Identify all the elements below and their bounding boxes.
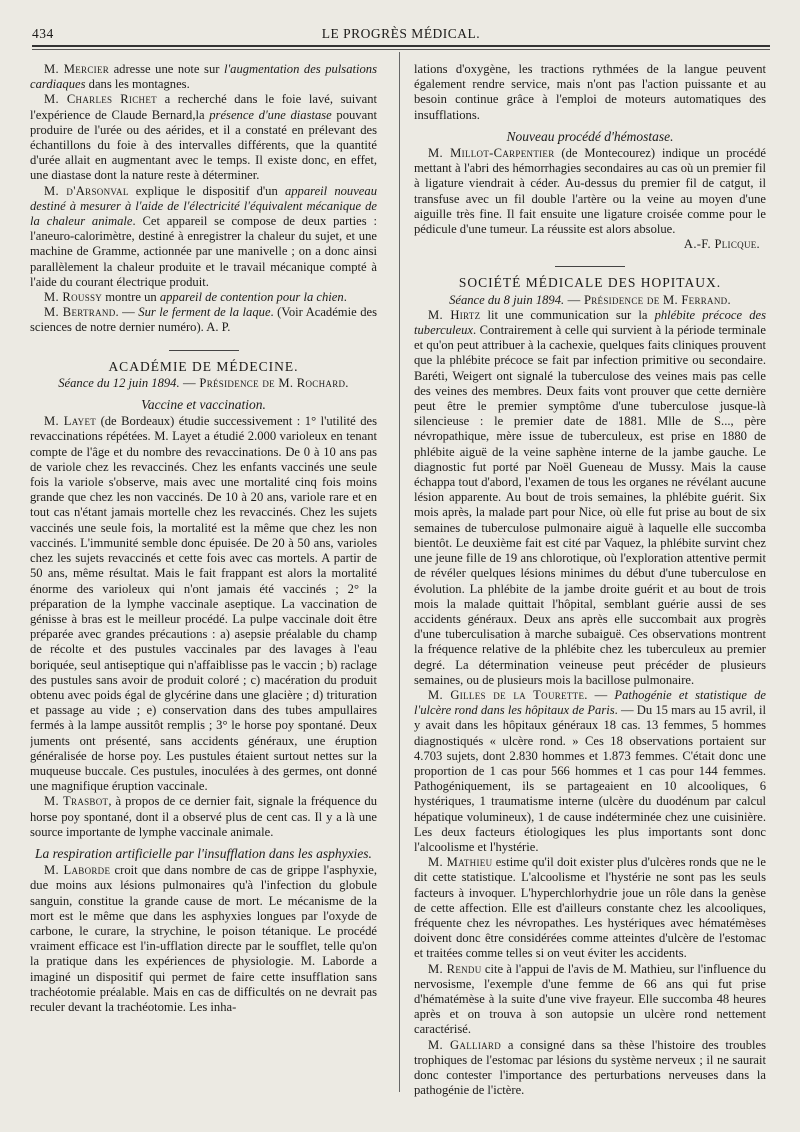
session-line: Séance du 8 juin 1894. — Présidence de M. Ferrand. xyxy=(449,292,731,307)
paragraph: M. Layet (de Bordeaux) étudie successivement : 1° l'utilité des revaccinations répétées. M. Layet a étudié 2.000 varioleux en tenant compte de l'âge et du nombre des revaccinations. De 0 à 10 ans pas de variole chez les revaccinés. Chez les enfants vaccinés une seule fois la variole s'observe, mais avec une mortalité cinq fois moins grande que chez les non vaccinés. De 10 à 20 ans, variole rare et en tout cas n'étant jamais mortelle chez les revaccinés. Chez les sujets vaccinés une seule fois, la mortalité est la même que chez les non vaccinés. L'immunité semble donc épuisée. De 20 à 50 ans, varioles chez les sujets revaccinés et cette fois avec cas mortels. A partir de 50 ans, même résultat. Mais le fait frappant est alors la mortalité énorme des varioleux qui n'ont jamais été vaccinés ; 2° la préparation de la lymphe vaccinale aseptique. La vaccination de génisse à bras est le meilleur procédé. La pulpe vaccinale doit être préparée avec grandes précautions : a) asepsie préalable du champ de récolte et des pustules vaccinales par des lavages à l'eau boriquée, seul antiseptique qui n'affaiblisse pas le vaccin ; b) raclage des pustules sans avoir de produit coloré ; c) macération du produit obtenu avec poids égal de glycérine dans une glacière ; d) trituration et passage au vide ; e) conservation dans des tubes ampullaires fermés à la lampe aussitôt remplis ; 3° le horse poy spontané. Deux juments ont présenté, sans accidents généraux, une éruption généralisée de horse poy. Les pustules étaient surtout nettes sur la muqueuse buccale. Ces pustules, inoculées à des germes, ont donné une magnifique éruption vaccinale. xyxy=(30,414,377,794)
paragraph: M. Roussy montre un appareil de contention pour la chien. xyxy=(44,290,347,305)
section-title-academie: ACADÉMIE DE MÉDECINE. xyxy=(108,358,299,374)
paragraph: lations d'oxygène, les tractions rythmées de la langue peuvent également rendre service, mais n'ont pas l'action puissante et au besoin continue grâce à l'emploi de moteurs automatiques des insufflations. xyxy=(414,62,766,122)
subheading-vaccine: Vaccine et vaccination. xyxy=(141,397,266,413)
column-divider xyxy=(399,52,400,1092)
page-number: 434 xyxy=(32,26,54,41)
paragraph: M. Trasbot, à propos de ce dernier fait, signale la fréquence du horse poy spontané, dont il a observé plus de cent cas. Il y a là une source importante de lymphe vaccinale animale. xyxy=(30,794,377,839)
section-separator xyxy=(555,266,625,267)
signature: A.-F. Plicque. xyxy=(683,237,760,252)
paragraph: M. Charles Richet a recherché dans le foie lavé, suivant l'expérience de Claude Bernard,la présence d'une diastase pouvant produire de l'urée ou des aérides, et il a constaté en prélevant des échantillons du foie à des intervalles différents, que la quantité d'urée allait en augmentant avec le temps. Il existe donc, en effet, une diastase dont la nature reste à déterminer. xyxy=(30,92,377,183)
section-title-societe: SOCIÉTÉ MÉDICALE DES HOPITAUX. xyxy=(458,275,722,291)
paragraph: M. Laborde croit que dans nombre de cas de grippe l'asphyxie, due moins aux lésions pulmonaires qu'à l'infection du globule sanguin, constitue la grande cause de mort. Le mécanisme de la mort est le même que dans les asphyxies longues par l'oxyde de carbone, le curare, la strychine, le poison tétanique. Le procédé vraiment efficace est l'in-ufflation directe par le soufflet, telle qu'on la pratique dans les expériences de physiologie. M. Laborde a imaginé un dispositif qui permet de faire cette insufflation sans trachéotomie préalable. Mais en cas de difficultés on ne devrait pas reculer devant la trachéotomie. Les inha- xyxy=(30,863,377,1014)
left-column xyxy=(30,62,377,1112)
header-rule xyxy=(32,45,770,47)
header-rule-thin xyxy=(32,49,770,50)
right-column xyxy=(414,62,766,1112)
paragraph: M. d'Arsonval explique le dispositif d'un appareil nouveau destiné à mesurer à l'aide de l'électricité l'équivalent mécanique de la chaleur animale. Cet appareil se compose de deux parties : l'aneuro-calorimètre, destiné à enregistrer la chaleur du sujet, et une machine de Gramme, actionnée par une manivelle ; on a donc ainsi parallèlement la chaleur produite et le travail mécanique compté à l'aide du courant électrique produit. xyxy=(30,183,377,289)
journal-title: LE PROGRÈS MÉDICAL. xyxy=(321,26,481,41)
subheading-respiration: La respiration artificielle par l'insufflation dans les asphyxies. xyxy=(35,845,372,861)
paragraph: M. Gilles de la Tourette. — Pathogénie et statistique de l'ulcère rond dans les hôpitaux de Paris. — Du 15 mars au 15 avril, il y avait dans les hôpitaux généraux 18 cas. 13 femmes, 5 hommes diagnostiqués « ulcère rond. » Ces 18 observations portaient sur 4.703 sujets, dont 2.830 hommes et 1.873 femmes. C'était donc une proportion de 1 cas pour 566 hommes et 1 cas pour 144 femmes. Pathogéniquement, ils se partageaient en 10 alcooliques, 6 hystériques, 1 traumatisme interne (ulcère du duodénum par calcul hépatique volumineux), 1 de cause indéterminée chez une cuisinière. Les deux facteurs étiologiques les plus importants sont donc l'alcoolisme et l'hystérie. xyxy=(414,687,766,854)
paragraph: M. Mercier adresse une note sur l'augmentation des pulsations cardiaques dans les montagnes. xyxy=(30,62,377,92)
subheading-hemostase: Nouveau procédé d'hémostase. xyxy=(506,128,674,144)
paragraph: M. Bertrand. — Sur le ferment de la laque. (Voir Académie des sciences de notre dernier numéro). A. P. xyxy=(30,305,377,335)
paragraph: M. Rendu cite à l'appui de l'avis de M. Mathieu, sur l'influence du nervosisme, l'exemple d'une femme de 66 ans qui fut prise d'hématémèse à la suite d'une vive frayeur. Elle succomba 48 heures après et on trouva à son autopsie un ulcère rond nettement caractérisé. xyxy=(414,961,766,1037)
paragraph: M. Mathieu estime qu'il doit exister plus d'ulcères ronds que ne le dit cette statistique. L'alcoolisme et l'hystérie ne sont pas les seuls facteurs à invoquer. L'hyperchlorhydrie joue un rôle dans la genèse de cette affection. Elle est d'ailleurs constante chez les alcooliques, fréquente chez les névropathes. Les hystériques avec hématémèses doivent donc être considérées comme atteintes d'ulcère de l'estomac et traitées comme telles si on veut éviter les accidents. xyxy=(414,855,766,961)
paragraph: M. Hirtz lit une communication sur la phlébite précoce des tuberculeux. Contrairement à celle qui survient à la période terminale et qu'on peut attribuer à la cachexie, quelques faits cliniques prouvent que la phlébite précoce se fait par infection primitive ou secondaire. Baréti, Weigert ont signalé la tuberculose des veines mais pas celle des veines des membres. Deux faits vont prouver que cette dernière peut être le premier symptôme d'une tuberculose jusque-là silencieuse : le premier date de 1881. Mlle de S..., père névropathique, mère issue de tuberculeux, est prise en 1880 de phlébite aiguë de la veine saphène interne de la jambe gauche. Le diagnostic fut porté par Noël Gueneau de Mussy. Mais la cause échappa tout d'abord, l'examen de tous les organes ne révélant aucune lésion apparente. Au bout de trois semaines, la phlébite guérit. Six mois après, la malade part pour Nice, où elle fut prise au bout de six semaines de tuberculose pulmonaire aiguë à laquelle elle succomba bientôt. Le deuxième fait est cité par Vaquez, la phlébite survint chez une jeune fille de 19 ans chlorotique, où l'exploration attentive permit de révéler quelques lésions minimes du début d'une tuberculose en évolution. La phlébite de la jambe droite guérit et au bout de trois mois la malade quittait l'hôpital, semblant guérie aussi de ses accidents généraux. Deux ans après elle succombait aux progrès d'une tuberculisation à marche subaiguë. Ces observations montrent la fréquence relative de la phlébite chez les tuberculeux au premier degré. La détermination veineuse peut précéder de plusieurs semaines, ou de plusieurs mois la bacillose pulmonaire. xyxy=(414,307,766,687)
paragraph: M. Millot-Carpentier (de Montecourez) indique un procédé mettant à l'abri des hémorrhagies secondaires au cas où un premier fil à ligature viendrait à céder. Au-dessus du premier fil de catgut, il transfuse avec un fil double l'artère ou la veine au moyen d'une aiguille très fine. Il fait ensuite une ligature croisée comme pour le pédicule d'une tumeur. La réussite est alors absolue. xyxy=(414,146,766,237)
page-header xyxy=(32,24,770,44)
paragraph: M. Galliard a consigné dans sa thèse l'histoire des troubles trophiques de l'estomac par lésions du système nerveux ; il ne saurait donc contester l'importance des perturbations nerveuses dans la pathogénie de l'ictère. xyxy=(414,1037,766,1098)
section-separator xyxy=(169,350,239,351)
session-line: Séance du 12 juin 1894. — Présidence de M. Rochard. xyxy=(58,375,349,390)
